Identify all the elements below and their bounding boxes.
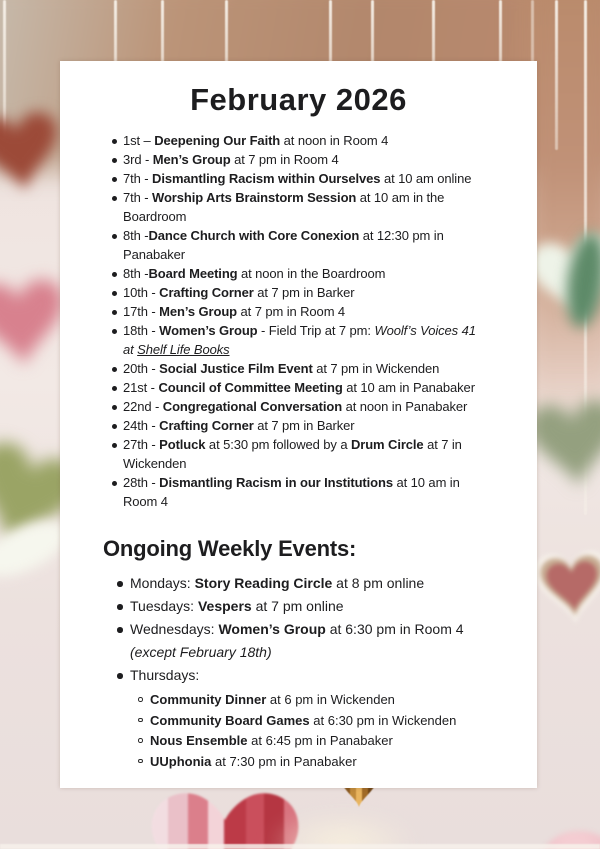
event-flyer-card xyxy=(60,61,537,788)
weekly-event-item xyxy=(60,664,537,772)
text-segment: at 10 am in the xyxy=(356,190,445,205)
thursday-subitem xyxy=(130,690,529,711)
event-item xyxy=(60,188,537,226)
event-item xyxy=(60,378,537,397)
text-segment: Drum Circle xyxy=(350,437,424,452)
text-segment: at 6:45 pm in Panabaker xyxy=(247,733,393,748)
page-title: February 2026 xyxy=(190,82,407,117)
text-segment: Men’s Group xyxy=(159,304,238,319)
event-item xyxy=(60,150,537,169)
text-segment: at 6 pm in Wickenden xyxy=(266,692,395,707)
text-segment: at 7 pm online xyxy=(251,598,344,614)
text-segment: (except February 18th) xyxy=(130,644,272,660)
text-segment: 1st – xyxy=(123,133,155,148)
thursday-subitem xyxy=(130,731,529,752)
text-segment: Room 4 xyxy=(123,494,168,509)
text-segment: at noon in Room 4 xyxy=(280,133,389,148)
text-segment: Council of Committee Meeting xyxy=(158,380,343,395)
text-segment: Dance Church with Core Conexion xyxy=(148,228,360,243)
event-item xyxy=(60,283,537,302)
text-segment: Woolf’s Voices 41 xyxy=(374,323,476,338)
text-segment: Community Board Games xyxy=(150,712,310,728)
text-segment: Crafting Corner xyxy=(159,285,254,300)
text-segment: 17th - xyxy=(123,304,160,319)
text-segment: Vespers xyxy=(197,598,252,614)
text-segment: at 7 pm in Room 4 xyxy=(237,304,346,319)
text-segment: 28th - xyxy=(123,475,160,490)
text-segment: 10th - xyxy=(123,285,160,300)
event-item xyxy=(60,397,537,416)
text-segment: Story Reading Circle xyxy=(194,575,333,591)
event-item xyxy=(60,321,537,359)
text-segment: at 7 pm in Room 4 xyxy=(230,152,339,167)
text-segment: Shelf Life Books xyxy=(137,342,230,357)
text-segment: at 7 pm in Wickenden xyxy=(312,361,440,376)
event-item xyxy=(60,359,537,378)
weekly-event-item xyxy=(60,595,537,618)
text-segment: Dismantling Racism within Ourselves xyxy=(152,171,381,186)
text-segment: Women’s Group xyxy=(159,323,258,338)
text-segment: at 6:30 pm in Wickenden xyxy=(309,712,457,728)
thursday-subitem xyxy=(130,752,529,773)
text-segment: at xyxy=(123,342,138,357)
text-segment: Congregational Conversation xyxy=(162,399,343,414)
text-segment: - Field Trip at 7 pm: xyxy=(257,323,375,338)
event-item xyxy=(60,302,537,321)
text-segment: at noon in the Boardroom xyxy=(237,266,386,281)
thursday-subitem xyxy=(130,711,529,732)
text-segment: Worship Arts Brainstorm Session xyxy=(152,190,357,205)
event-item xyxy=(60,416,537,435)
text-segment: 24th - xyxy=(123,418,160,433)
event-item xyxy=(60,435,537,473)
text-segment: at 10 am in xyxy=(393,475,460,490)
paper-heart-icon xyxy=(526,521,600,658)
text-segment: at 7 pm in Barker xyxy=(253,418,355,433)
text-segment: Tuesdays: xyxy=(130,598,198,614)
text-segment: at 10 am in Panabaker xyxy=(342,380,475,395)
text-segment: UUphonia xyxy=(150,753,212,769)
text-segment: 22nd - xyxy=(123,399,163,414)
weekly-event-item xyxy=(60,618,537,664)
text-segment: Dismantling Racism in our Institutions xyxy=(159,475,393,490)
text-segment: Men’s Group xyxy=(152,152,231,167)
monthly-events-list xyxy=(60,131,537,511)
text-segment: Thursdays: xyxy=(130,667,200,683)
text-segment: 18th - xyxy=(123,323,160,338)
text-segment: at 7:30 pm in Panabaker xyxy=(211,753,357,769)
event-item xyxy=(60,226,537,264)
text-segment: Deepening Our Faith xyxy=(154,133,281,148)
text-segment: 7th - xyxy=(123,171,153,186)
text-segment: Board Meeting xyxy=(148,266,238,281)
text-segment: at 7 pm in Barker xyxy=(253,285,355,300)
event-item xyxy=(60,264,537,283)
text-segment: Community Dinner xyxy=(150,692,267,707)
event-item xyxy=(60,131,537,150)
text-segment: 20th - xyxy=(123,361,160,376)
text-segment: 21st - xyxy=(123,380,159,395)
text-segment: Crafting Corner xyxy=(159,418,254,433)
text-segment: at 6:30 pm in Room 4 xyxy=(325,621,464,637)
text-segment: Social Justice Film Event xyxy=(159,361,313,376)
thursday-sublist xyxy=(130,690,529,772)
text-segment: Potluck xyxy=(159,437,206,452)
hanging-string xyxy=(555,0,558,150)
text-segment: Panabaker xyxy=(123,247,185,262)
weekly-events-list xyxy=(60,572,537,772)
text-segment: at 5:30 pm followed by a xyxy=(205,437,351,452)
event-item xyxy=(60,473,537,511)
table-edge xyxy=(0,844,600,849)
text-segment: 8th - xyxy=(123,228,149,243)
text-segment: Nous Ensemble xyxy=(150,733,248,748)
text-segment: Boardroom xyxy=(123,209,187,224)
text-segment: at 8 pm online xyxy=(332,575,425,591)
text-segment: at 7 in xyxy=(423,437,462,452)
text-segment: Mondays: xyxy=(130,575,195,591)
text-segment: at 10 am online xyxy=(380,171,472,186)
event-item xyxy=(60,169,537,188)
text-segment: 7th - xyxy=(123,190,153,205)
text-segment: Wednesdays: xyxy=(130,621,219,637)
text-segment: Wickenden xyxy=(123,456,187,471)
text-segment: at 12:30 pm in xyxy=(359,228,444,243)
text-segment: 8th - xyxy=(123,266,149,281)
weekly-events-heading: Ongoing Weekly Events: xyxy=(103,536,357,561)
text-segment: at noon in Panabaker xyxy=(342,399,468,414)
weekly-event-item xyxy=(60,572,537,595)
text-segment: Women’s Group xyxy=(218,621,326,637)
text-segment: 3rd - xyxy=(123,152,153,167)
text-segment: 27th - xyxy=(123,437,160,452)
